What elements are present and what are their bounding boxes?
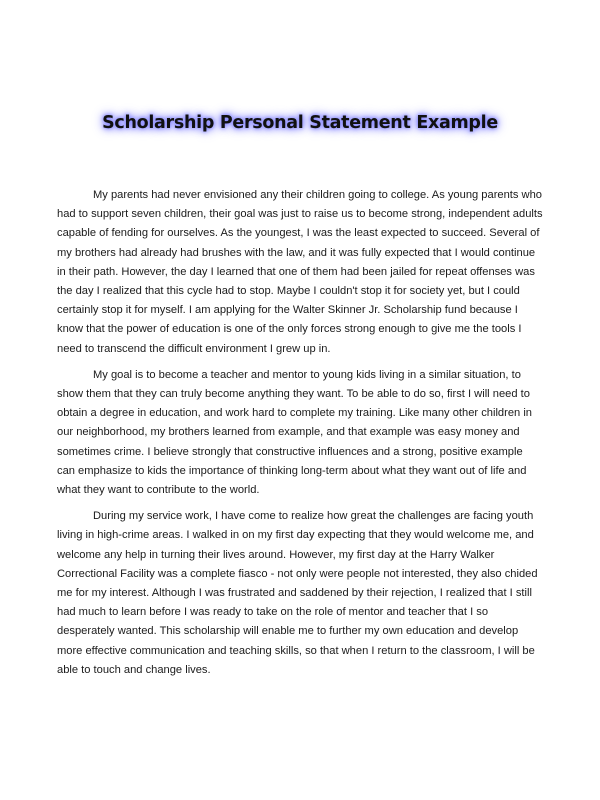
paragraph-3: During my service work, I have come to realize how great the challenges are facing youth living in high-crime areas. I walked in on my first day expecting that they would welcome me, and welcome any help in turning their lives around. However, my first day at the Harry Walker Correctional Facility was a complete fiasco - not only were people not interested, they also chided me for my interest. Although I was frustrated and saddened by their rejection, I realized that I still had much to learn before I was ready to take on the role of mentor and teacher that I so desperately wanted. This scholarship will enable me to further my own education and develop more effective communication and teaching skills, so that when I return to the classroom, I will be able to touch and change lives. (57, 510, 538, 676)
paragraph-1: My parents had never envisioned any their children going to college. As young parents who had to support seven children, their goal was just to raise us to become strong, independent adults capable of fending for ourselves. As the youngest, I was the least expected to succeed. Several of my brothers had already had brushes with the law, and it was fully expected that I would continue in their path. However, the day I learned that one of them had been jailed for repeat offenses was the day I realized that this cycle had to stop. Maybe I couldn't stop it for society yet, but I could certainly stop it for myself. I am applying for the Walter Skinner Jr. Scholarship fund because I know that the power of education is one of the only forces strong enough to give me the tools I need to transcend the difficult environment I grew up in. (57, 189, 543, 355)
document-body (57, 186, 543, 687)
document-title: Scholarship Personal Statement Example (102, 113, 498, 133)
paragraph-2: My goal is to become a teacher and mentor to young kids living in a similar situation, to show them that they can truly become anything they want. To be able to do so, first I will need to obtain a degree in education, and work hard to complete my training. Like many other children in our neighborhood, my brothers learned from example, and that example was easy money and sometimes crime. I believe strongly that constructive influences and a strong, positive example can emphasize to kids the importance of thinking long-term about what they want out of life and what they want to contribute to the world. (57, 368, 532, 497)
